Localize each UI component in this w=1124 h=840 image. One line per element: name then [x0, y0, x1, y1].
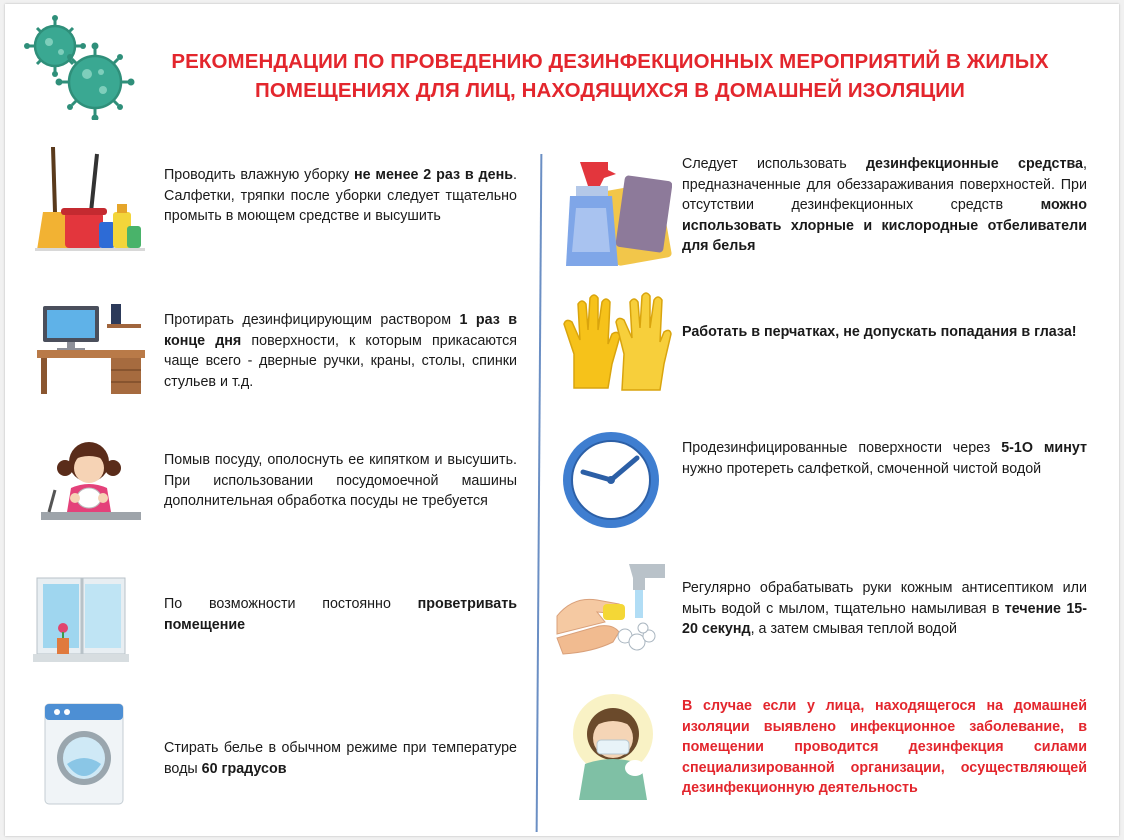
left-item-2-text: Протирать дезинфицирующим раствором 1 раз в конце дня поверхности, к которым прикасаются чаще всего - дверные ручки, краны, столы, спинки стульев и т.д.: [164, 312, 517, 390]
title-line-1: РЕКОМЕНДАЦИИ ПО ПРОВЕДЕНИЮ ДЕЗИНФЕКЦИОННЫХ МЕРОПРИЯТИЙ В ЖИЛЫХ: [171, 50, 1049, 73]
virus-icon: [15, 12, 135, 120]
cleaning-supplies-icon: [35, 142, 145, 257]
clock-icon: [557, 428, 665, 532]
right-item-1-text: Следует использовать дезинфекционные средства, предназначенные для обеззараживания поверхностей. При отсутствии дезинфекционных средств можно использовать хлорные и кислородные отбеливатели для белья: [682, 156, 1087, 254]
right-item-5-text: В случае если у лица, находящегося на домашней изоляции выявлено инфекционное заболевание, в помещении проводится дезинфекция силами специализированной организации, осуществляющей дезинфекционную деятельность: [682, 698, 1087, 796]
right-item-2-text: Работать в перчатках, не допускать попадания в глаза!: [682, 324, 1077, 340]
girl-washing-dishes-icon: [35, 432, 145, 532]
disinfectant-spray-icon: [560, 156, 672, 274]
sick-girl-mask-icon: [561, 690, 665, 802]
left-item-1-text: Проводить влажную уборку не менее 2 раз в день. Салфетки, тряпки после уборки следует тщательно промыть в моющем средстве и высушить: [164, 167, 517, 224]
left-item-5-text: Стирать белье в обычном режиме при температуре воды 60 градусов: [164, 740, 517, 777]
washing-machine-icon: [43, 702, 125, 806]
page-title: [145, 47, 1075, 105]
office-desk-icon: [37, 298, 145, 396]
right-item-4-text: Регулярно обрабатывать руки кожным антисептиком или мыть водой с мылом, тщательно намыливая в течение 15-20 секунд, а затем смывая теплой водой: [682, 580, 1087, 637]
right-item-3-text: Продезинфицированные поверхности через 5-1О минут нужно протереть салфеткой, смоченной чистой водой: [682, 440, 1087, 477]
poster-sheet: [5, 4, 1119, 836]
column-divider: [536, 154, 543, 832]
left-item-4-text: По возможности постоянно проветривать помещение: [164, 596, 517, 633]
rubber-gloves-icon: [560, 284, 672, 396]
title-line-2: ПОМЕЩЕНИЯХ ДЛЯ ЛИЦ, НАХОДЯЩИХСЯ В ДОМАШНЕЙ ИЗОЛЯЦИИ: [255, 79, 965, 102]
left-item-3-text: Помыв посуду, ополоснуть ее кипятком и высушить. При использовании посудомоечной машины дополнительная обработка посуды не требуется: [164, 452, 517, 509]
window-icon: [33, 576, 129, 664]
hand-washing-icon: [553, 560, 673, 660]
